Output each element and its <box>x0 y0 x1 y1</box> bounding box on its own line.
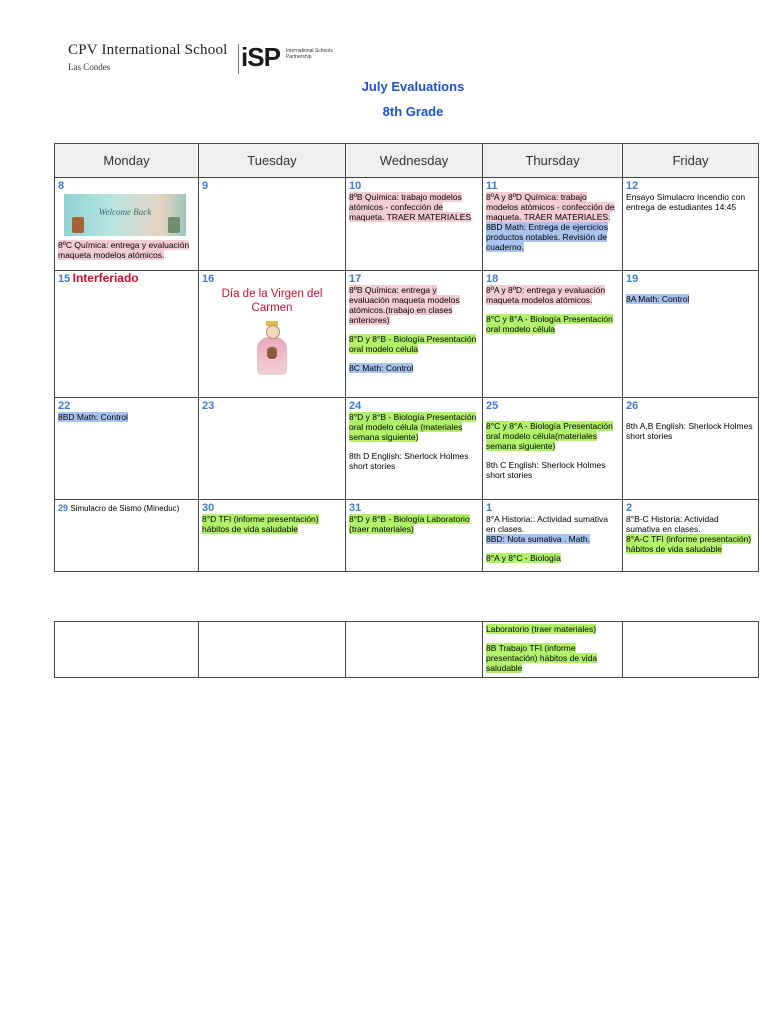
calendar-cell <box>199 622 346 678</box>
calendar-cell <box>483 178 623 271</box>
date-number: 15 <box>58 273 71 285</box>
calendar-cell <box>55 622 199 678</box>
event-text: 8A Math: Control <box>626 294 690 304</box>
event-text: 8BD Math: Control <box>58 412 128 422</box>
welcome-back-banner <box>64 194 186 236</box>
calendar-week-row <box>55 271 759 398</box>
event-text: 8ºA y 8ºD: entrega y evaluación maqueta modelos atómicos. <box>486 285 606 305</box>
isp-logo: iSP <box>241 42 280 72</box>
event-text: 8ºC Química: entrega y evaluación maqueta modelos atómicos. <box>58 240 190 260</box>
calendar-cell <box>55 271 199 398</box>
date-number: 1 <box>486 502 493 514</box>
logo-divider <box>238 44 239 74</box>
event-text: 8BD: Nota sumativa . Math. <box>486 534 590 544</box>
event-text: 8ºA y 8ºD Química: trabajo modelos atómicos - confección de maqueta. TRAER MATERIALES. <box>486 192 615 222</box>
calendar-cell <box>623 398 759 500</box>
event-text: Simulacro de Sismo (Mineduc) <box>70 504 180 513</box>
date-number: 25 <box>486 400 499 412</box>
campus-name: Las Condes <box>68 62 111 72</box>
event-text: 8°A Historia:: Actividad sumativa en clases. <box>486 514 608 534</box>
day-header-thursday: Thursday <box>483 144 623 178</box>
day-header-monday: Monday <box>55 144 199 178</box>
calendar-cell <box>623 500 759 572</box>
date-number: 11 <box>486 180 498 192</box>
school-logo <box>68 42 338 76</box>
calendar-cell <box>483 398 623 500</box>
calendar-header-row <box>55 144 759 178</box>
day-header-tuesday: Tuesday <box>199 144 346 178</box>
calendar-cell <box>346 622 483 678</box>
event-text: 8°C y 8°A - Biología Presentación oral modelo célula(materiales semana siguiente) <box>486 421 613 451</box>
event-text: 8ºB Química: trabajo modelos atómicos - confección de maqueta. TRAER MATERIALES <box>349 192 472 222</box>
banner-text: Welcome Back <box>98 207 152 217</box>
event-text: 8°A y 8°C - Biología <box>486 553 561 563</box>
calendar-cell <box>199 500 346 572</box>
event-text: 8B Trabajo TFI (informe presentación) hábitos de vida saludable <box>486 643 598 673</box>
event-text: 8°B-C Historia: Actividad sumativa en clases. <box>626 514 719 534</box>
date-number: 16 <box>202 273 215 285</box>
event-text: 8th C English: Sherlock Holmes short stories <box>486 460 606 480</box>
calendar-cell <box>346 271 483 398</box>
date-number: 9 <box>202 180 209 192</box>
calendar-cell <box>199 178 346 271</box>
calendar-week-row <box>55 398 759 500</box>
date-number: 2 <box>626 502 633 514</box>
suitcase-icon <box>72 217 84 233</box>
calendar-cell <box>199 398 346 500</box>
calendar-cell <box>483 271 623 398</box>
event-text: 8th A,B English: Sherlock Holmes short stories <box>626 421 753 441</box>
calendar-cell <box>623 622 759 678</box>
date-number: 19 <box>626 273 639 285</box>
date-number: 22 <box>58 400 71 412</box>
suitcase-icon <box>168 217 180 233</box>
page-title: July Evaluations <box>361 79 465 94</box>
calendar-cell <box>199 271 346 398</box>
calendar-table <box>54 143 759 572</box>
date-number: 12 <box>626 180 639 192</box>
school-name: CPV International School <box>68 42 228 58</box>
event-text: 8°D TFI (informe presentación) hábitos de vida saludable <box>202 514 319 534</box>
date-number: 26 <box>626 400 639 412</box>
event-text: Ensayo Simulacro Incendio con entrega de estudiantes 14:45 <box>626 192 746 212</box>
date-number: 8 <box>58 180 65 192</box>
calendar-cell <box>483 622 623 678</box>
date-number: 10 <box>349 180 362 192</box>
calendar-cell <box>55 178 199 271</box>
virgin-illustration <box>251 321 293 381</box>
date-number: 23 <box>202 400 215 412</box>
holiday-label: Día de la Virgen del Carmen <box>221 288 323 314</box>
date-number: 18 <box>486 273 499 285</box>
calendar-cell <box>55 500 199 572</box>
holiday-label: Interferiado <box>72 271 139 285</box>
calendar-cell <box>346 178 483 271</box>
calendar-cell <box>55 398 199 500</box>
event-text: 8BD Math: Entrega de ejercicios productos notables. Revisión de cuaderno. <box>486 222 608 252</box>
isp-logo-text: International Schools Partnership <box>286 48 333 60</box>
event-text: 8°A-C TFI (informe presentación) hábitos de vida saludable <box>626 534 752 554</box>
event-text: 8°D y 8°B - Biología Presentación oral modelo célula (materiales semana siguiente) <box>349 412 477 442</box>
event-text: 8C Math: Control <box>349 363 414 373</box>
calendar-cell <box>346 398 483 500</box>
calendar-cell <box>346 500 483 572</box>
calendar-cell <box>623 178 759 271</box>
day-header-friday: Friday <box>623 144 759 178</box>
date-number: 17 <box>349 273 362 285</box>
event-text: 8°D y 8°B - Biología Laboratorio (traer materiales) <box>349 514 470 534</box>
date-number: 30 <box>202 502 215 514</box>
date-number: 31 <box>349 502 362 514</box>
date-number: 29 <box>58 503 69 513</box>
page-subtitle: 8th Grade <box>382 104 444 119</box>
calendar-continuation-table <box>54 621 759 678</box>
calendar-week-row <box>55 178 759 271</box>
calendar-cell <box>483 500 623 572</box>
date-number: 24 <box>349 400 362 412</box>
event-text: 8ºB Química: entrega y evaluación maqueta modelos atómicos.(trabajo en clases anteriores) <box>349 285 460 325</box>
event-text: Laboratorio (traer materiales) <box>486 624 597 634</box>
calendar-week-row <box>55 622 759 678</box>
event-text: 8th D English: Sherlock Holmes short stories <box>349 451 469 471</box>
calendar-cell <box>623 271 759 398</box>
calendar-week-row <box>55 500 759 572</box>
event-text: 8°C y 8°A - Biología Presentación oral modelo célula <box>486 314 613 334</box>
event-text: 8°D y 8°B - Biología Presentación oral modelo célula <box>349 334 477 354</box>
day-header-wednesday: Wednesday <box>346 144 483 178</box>
